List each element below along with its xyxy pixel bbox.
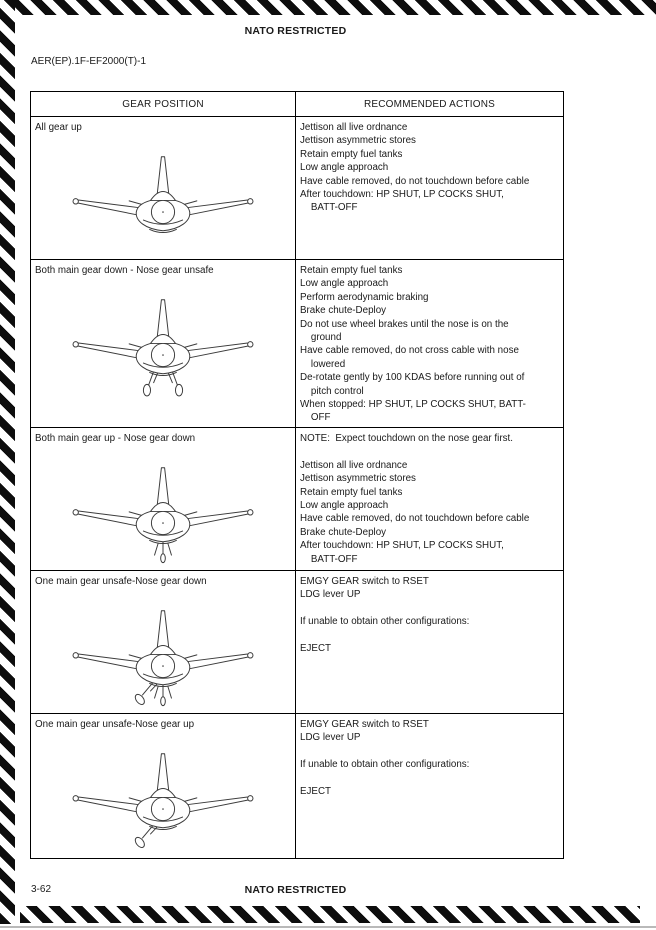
hazard-stripes-bottom bbox=[20, 906, 640, 923]
action-line: Retain empty fuel tanks bbox=[300, 148, 403, 160]
gear-position-cell bbox=[31, 260, 296, 428]
actions-list bbox=[296, 714, 563, 798]
aircraft-front-view-main-up-nose-down bbox=[31, 465, 295, 570]
action-line: LDG lever UP bbox=[300, 732, 361, 744]
action-line-blank bbox=[300, 602, 559, 615]
gear-position-label: Both main gear up - Nose gear down bbox=[35, 433, 196, 444]
action-line: Jettison asymmetric stores bbox=[300, 473, 416, 485]
action-line: Jettison all live ordnance bbox=[300, 459, 408, 471]
recommended-actions-cell bbox=[296, 571, 564, 714]
actions-list bbox=[296, 117, 563, 215]
gear-position-label: Both main gear down - Nose gear unsafe bbox=[35, 265, 214, 276]
aircraft-front-view-main-down-nose-unsafe bbox=[31, 297, 295, 402]
classification-header: NATO RESTRICTED bbox=[244, 25, 347, 37]
action-line: BATT-OFF bbox=[300, 553, 358, 565]
action-line: Retain empty fuel tanks bbox=[300, 265, 403, 276]
action-line: When stopped: HP SHUT, LP COCKS SHUT, BATT- bbox=[300, 399, 526, 411]
action-line: Retain empty fuel tanks bbox=[300, 486, 403, 498]
hazard-stripes-left bbox=[0, 0, 15, 924]
document-number: AER(EP).1F-EF2000(T)-1 bbox=[31, 56, 147, 67]
hazard-stripes-top bbox=[0, 0, 656, 15]
column-header-recommended-actions: RECOMMENDED ACTIONS bbox=[296, 92, 564, 117]
action-line: Low angle approach bbox=[300, 278, 389, 290]
nose-gear-down bbox=[155, 542, 172, 563]
aircraft-front-view-one-main-unsafe-nose-down bbox=[31, 608, 295, 713]
action-line: Have cable removed, do not cross cable with nose bbox=[300, 345, 519, 357]
gear-position-label: All gear up bbox=[35, 122, 82, 133]
action-line: OFF bbox=[300, 412, 331, 424]
gear-table-row bbox=[31, 714, 564, 859]
gear-position-cell bbox=[31, 428, 296, 571]
action-line: After touchdown: HP SHUT, LP COCKS SHUT, bbox=[300, 540, 504, 552]
gear-position-cell bbox=[31, 117, 296, 260]
action-line-blank bbox=[300, 629, 559, 642]
aircraft-front-view-one-main-unsafe-nose-down-icon bbox=[65, 608, 261, 708]
action-line: Brake chute-Deploy bbox=[300, 526, 387, 538]
action-line: De-rotate gently by 100 KDAS before running out of bbox=[300, 372, 525, 384]
classification-footer: NATO RESTRICTED bbox=[244, 884, 347, 896]
gear-actions-table-header bbox=[31, 92, 564, 117]
actions-list bbox=[296, 260, 563, 425]
gear-actions-table bbox=[30, 91, 564, 859]
action-line: EMGY GEAR switch to RSET bbox=[300, 576, 429, 587]
gear-actions-table-body bbox=[31, 117, 564, 859]
action-line: Perform aerodynamic braking bbox=[300, 291, 429, 303]
aircraft-front-view-one-main-unsafe-nose-up bbox=[31, 751, 295, 856]
action-line: LDG lever UP bbox=[300, 589, 361, 601]
action-line: EJECT bbox=[300, 643, 332, 655]
aircraft-front-view-main-down-nose-unsafe-icon bbox=[65, 297, 261, 397]
aircraft-front-view-main-up-nose-down-icon bbox=[65, 465, 261, 565]
action-line: NOTE: Expect touchdown on the nose gear first. bbox=[300, 433, 513, 444]
action-line: Jettison all live ordnance bbox=[300, 122, 408, 133]
page-edge-bottom bbox=[0, 926, 656, 928]
action-line: lowered bbox=[300, 358, 346, 370]
action-line: If unable to obtain other configurations: bbox=[300, 616, 470, 628]
gear-table-row bbox=[31, 428, 564, 571]
gear-position-label: One main gear unsafe-Nose gear up bbox=[35, 719, 195, 730]
action-line: BATT-OFF bbox=[300, 202, 358, 214]
action-line: Low angle approach bbox=[300, 162, 389, 174]
action-line: Brake chute-Deploy bbox=[300, 305, 387, 317]
action-line: Have cable removed, do not touchdown before cable bbox=[300, 513, 530, 525]
actions-list bbox=[296, 571, 563, 655]
action-line: After touchdown: HP SHUT, LP COCKS SHUT, bbox=[300, 189, 504, 201]
aircraft-front-view-all-gear-up bbox=[31, 154, 295, 259]
gear-table-row bbox=[31, 260, 564, 428]
action-line: ground bbox=[300, 332, 342, 344]
action-line: pitch control bbox=[300, 385, 364, 397]
recommended-actions-cell bbox=[296, 428, 564, 571]
actions-list bbox=[296, 428, 563, 566]
main-gear-down-left bbox=[143, 370, 158, 396]
main-gear-down-right bbox=[168, 370, 183, 396]
action-line: Low angle approach bbox=[300, 500, 389, 512]
action-line: Have cable removed, do not touchdown before cable bbox=[300, 175, 530, 187]
action-line: Do not use wheel brakes until the nose is on the bbox=[300, 318, 509, 330]
recommended-actions-cell bbox=[296, 714, 564, 859]
action-line-blank bbox=[300, 445, 559, 458]
action-line-blank bbox=[300, 772, 559, 785]
action-line: EJECT bbox=[300, 786, 332, 798]
gear-position-label: One main gear unsafe-Nose gear down bbox=[35, 576, 207, 587]
gear-table-row bbox=[31, 117, 564, 260]
aircraft-front-view-all-gear-up-icon bbox=[65, 154, 261, 254]
gear-table-row bbox=[31, 571, 564, 714]
gear-position-cell bbox=[31, 571, 296, 714]
nose-gear-down bbox=[155, 685, 172, 706]
gear-position-cell bbox=[31, 714, 296, 859]
recommended-actions-cell bbox=[296, 117, 564, 260]
aircraft-front-view-one-main-unsafe-nose-up-icon bbox=[65, 751, 261, 851]
action-line-blank bbox=[300, 745, 559, 758]
recommended-actions-cell bbox=[296, 260, 564, 428]
action-line: Jettison asymmetric stores bbox=[300, 135, 416, 147]
header-row bbox=[31, 92, 564, 117]
action-line: If unable to obtain other configurations: bbox=[300, 759, 470, 771]
action-line: EMGY GEAR switch to RSET bbox=[300, 719, 429, 730]
column-header-gear-position: GEAR POSITION bbox=[31, 92, 296, 117]
page-number: 3-62 bbox=[31, 884, 52, 895]
